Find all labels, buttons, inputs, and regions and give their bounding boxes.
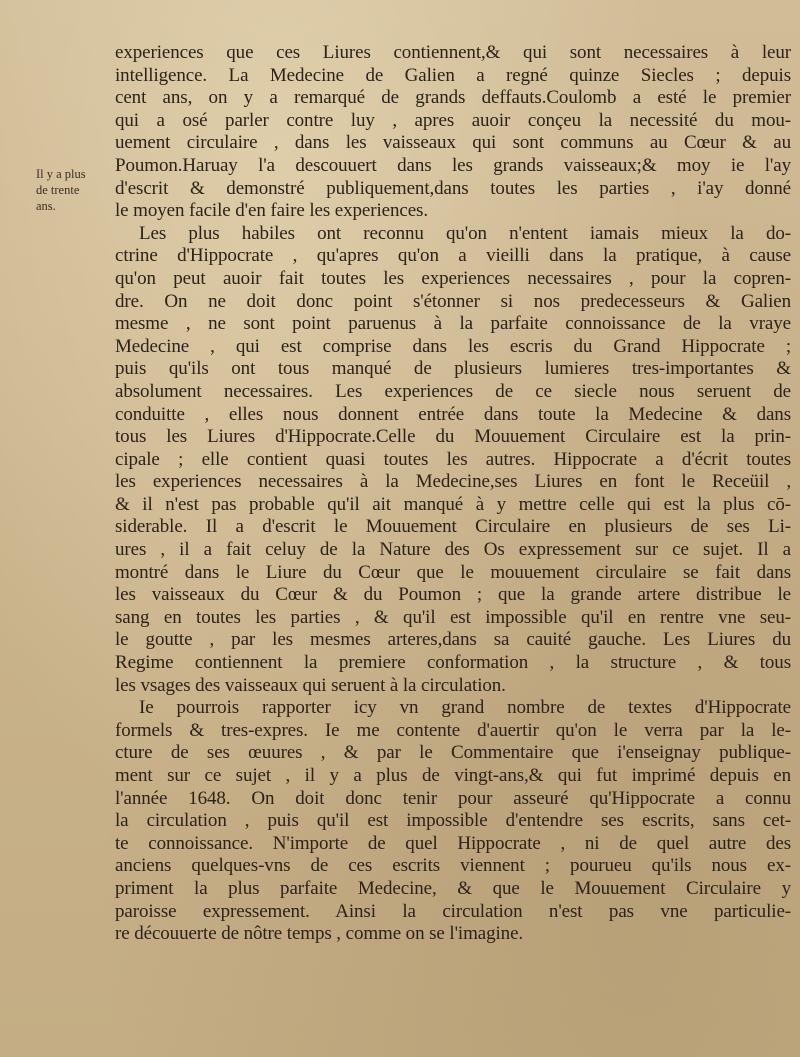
text-line: Regime contiennent la premiere conformation , la structure , & tous (115, 652, 791, 674)
text-line: uement circulaire , dans les vaisseaux qui sont communs au Cœur & au (115, 132, 791, 154)
text-line: conduitte , elles nous donnent entrée dans toute la Medecine & dans (115, 403, 791, 425)
text-line: experiences que ces Liures contiennent,& qui sont necessaires à leur (115, 42, 791, 63)
text-line: l'année 1648. On doit donc tenir pour asseuré qu'Hippocrate a connu (115, 787, 791, 809)
text-line: cture de ses œuures , & par le Commentaire que i'enseignay publique- (115, 742, 791, 764)
text-line: d'escrit & demonstré publiquement,dans toutes les parties , i'ay donné (115, 177, 791, 199)
text-line: cipale ; elle contient quasi toutes les autres. Hippocrate a d'écrit toutes (115, 448, 791, 470)
text-line: & il n'est pas probable qu'il ait manqué à y mettre celle qui est la plus cō- (115, 493, 791, 515)
text-line: tous les Liures d'Hippocrate.Celle du Mouuement Circulaire est la prin- (115, 426, 791, 448)
text-line: qu'on peut auoir fait toutes les experiences necessaires , pour la copren- (115, 267, 791, 289)
text-line: anciens quelques-vns de ces escrits viennent ; pourueu qu'ils nous ex- (115, 855, 791, 877)
margin-note (36, 166, 106, 214)
text-line: mesme , ne sont point paruenus à la parfaite connoissance de la vraye (115, 313, 791, 335)
text-line: intelligence. La Medecine de Galien a regné quinze Siecles ; depuis (115, 64, 791, 86)
text-line: ment sur ce sujet , il y a plus de vingt-ans,& qui fut imprimé depuis en (115, 765, 791, 786)
body-text (115, 42, 791, 946)
margin-note-line: de trente (36, 183, 80, 197)
margin-note-line: ans. (36, 199, 56, 213)
paragraph-start-line: Les plus habiles ont reconnu qu'on n'entent iamais mieux la do- (139, 222, 791, 244)
text-line: paroisse expressement. Ainsi la circulation n'est pas vne particulie- (115, 900, 791, 922)
text-line: le goutte , par les mesmes arteres,dans sa cauité gauche. Les Liures du (115, 629, 791, 651)
paragraph-start-line: Ie pourrois rapporter icy vn grand nombre de textes d'Hippocrate (139, 697, 791, 719)
text-line: absolument necessaires. Les experiences de ce siecle nous seruent de (115, 380, 791, 402)
text-line: qui a osé parler contre luy , apres auoir conçeu la necessité du mou- (115, 109, 791, 131)
text-line: re découuerte de nôtre temps , comme on se l'imagine. (115, 923, 524, 945)
text-line: les vaisseaux du Cœur & du Poumon ; que la grande artere distribue le (115, 584, 791, 606)
text-line: montré dans le Liure du Cœur que le mouuement circulaire se fait dans (115, 561, 791, 583)
text-line: dre. On ne doit donc point s'étonner si nos predecesseurs & Galien (115, 290, 791, 312)
text-line: les vsages des vaisseaux qui seruent à la circulation. (115, 674, 506, 696)
text-line: siderable. Il a d'escrit le Mouuement Circulaire en plusieurs de ses Li- (115, 516, 791, 538)
text-line: Medecine , qui est comprise dans les escris du Grand Hippocrate ; (115, 335, 791, 357)
text-line: la circulation , puis qu'il est impossible d'entendre ses escrits, sans cet- (115, 810, 791, 832)
text-line: formels & tres-expres. Ie me contente d'auertir qu'on le verra par la le- (115, 719, 791, 741)
text-line: te connoissance. N'importe de quel Hippocrate , ni de quel autre des (115, 832, 791, 854)
text-line: le moyen facile d'en faire les experiences. (115, 200, 428, 222)
text-line: ures , il a fait celuy de la Nature des Os expressement sur ce sujet. Il a (115, 539, 791, 561)
text-line: puis qu'ils ont tous manqué de plusieurs lumieres tres-importantes & (115, 358, 791, 380)
text-line: priment la plus parfaite Medecine, & que le Mouuement Circulaire y (115, 877, 791, 899)
text-line: cent ans, on y a remarqué de grands deffauts.Coulomb a esté le premier (115, 87, 791, 109)
text-line: ctrine d'Hippocrate , qu'apres qu'on a vieilli dans la pratique, à cause (115, 245, 791, 267)
text-line: les experiences necessaires à la Medecine,ses Liures en font le Receüil , (115, 471, 791, 493)
text-line: sang en toutes les parties , & qu'il est impossible qu'il en rentre vne seu- (115, 606, 791, 628)
text-line: Poumon.Haruay l'a descouuert dans les grands vaisseaux;& moy ie l'ay (115, 154, 791, 176)
margin-note-line: Il y a plus (36, 167, 86, 181)
